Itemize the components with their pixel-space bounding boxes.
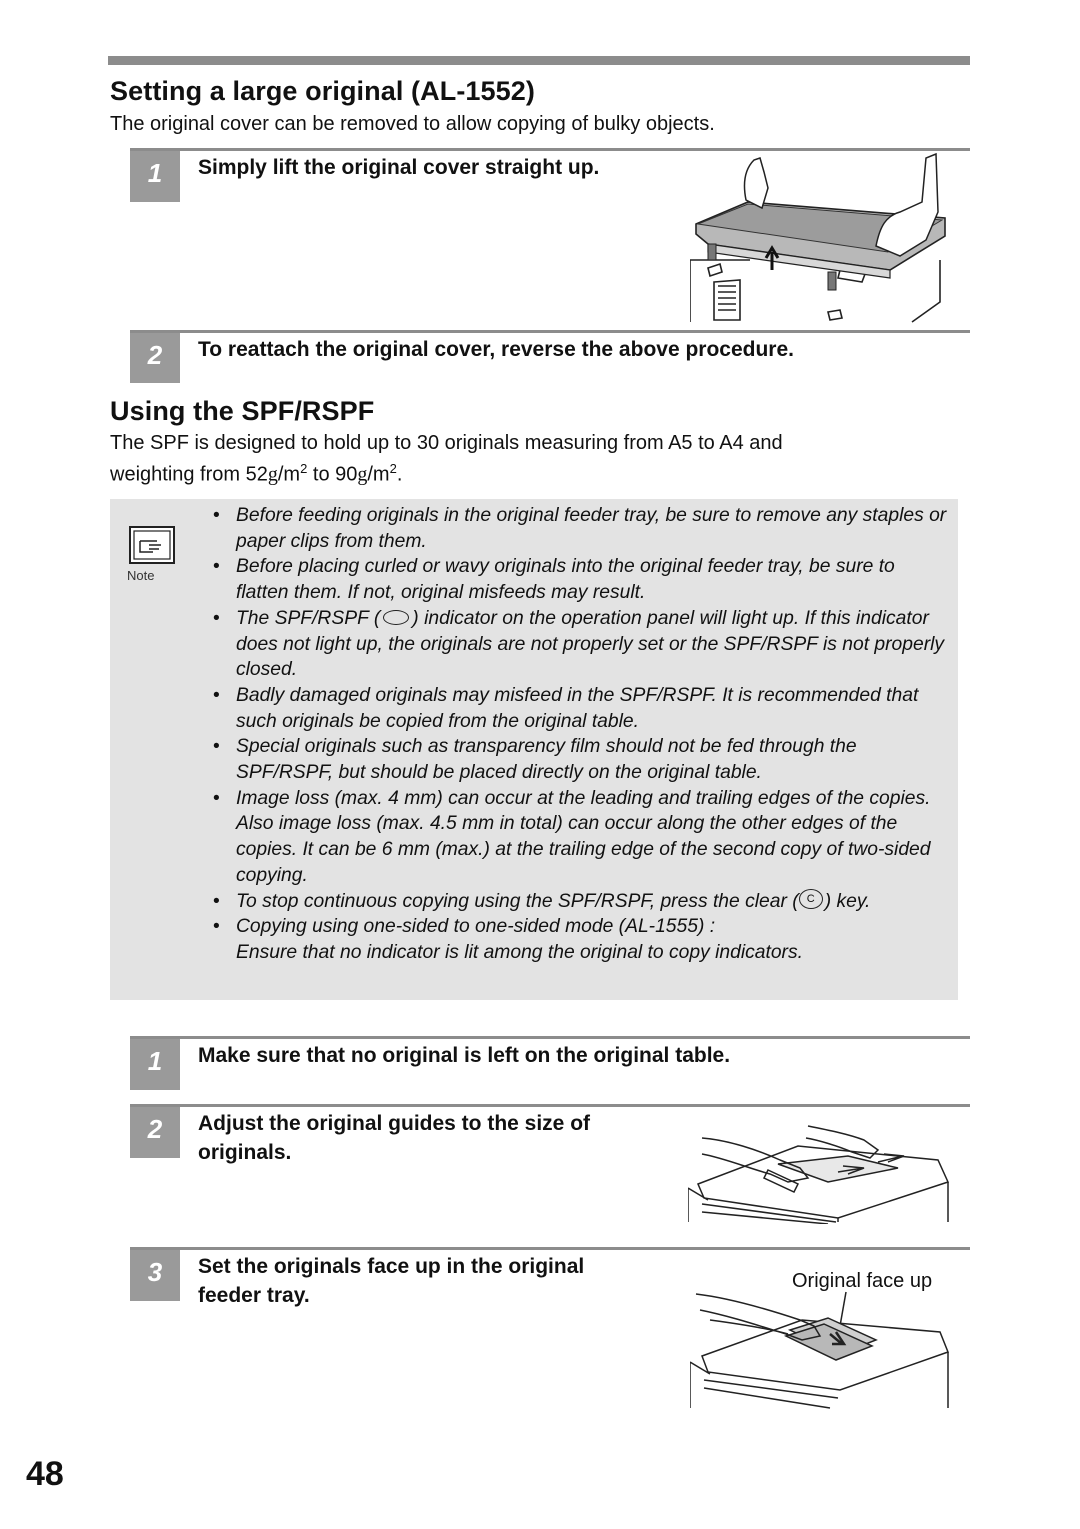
note-item bbox=[211, 914, 951, 965]
note-text: ) indicator on the operation panel will light up. If this indicator does not light up, the originals are not properly set or the SPF/RSPF is not properly closed. bbox=[236, 607, 945, 681]
step-text: Simply lift the original cover straight up. bbox=[198, 156, 600, 179]
note-item bbox=[211, 606, 951, 683]
section-title-spf: Using the SPF/RSPF bbox=[110, 396, 375, 426]
note-item bbox=[211, 889, 951, 915]
section-intro-large-original: The original cover can be removed to allow copying of bulky objects. bbox=[110, 113, 715, 135]
step-number: 2 bbox=[130, 333, 180, 383]
lift-cover-illustration bbox=[690, 152, 950, 324]
note-pointing-hand-icon bbox=[129, 526, 175, 564]
note-text: Badly damaged originals may misfeed in the SPF/RSPF. It is recommended that such originals be copied from the original table. bbox=[236, 684, 919, 732]
step-number: 3 bbox=[130, 1250, 180, 1301]
unit-g: g bbox=[267, 463, 278, 486]
figure-caption: Original face up bbox=[792, 1270, 933, 1292]
clear-key-icon: C bbox=[799, 889, 823, 909]
note-item bbox=[211, 683, 951, 734]
note-item bbox=[211, 554, 951, 605]
step-text: Adjust the original guides to the size of originals. bbox=[198, 1112, 591, 1164]
adjust-guides-illustration bbox=[688, 1122, 950, 1224]
note-item bbox=[211, 503, 951, 554]
step-text: To reattach the original cover, reverse the above procedure. bbox=[198, 338, 794, 361]
bullet: • bbox=[213, 556, 220, 578]
intro-line-2b: to 90 bbox=[307, 463, 358, 486]
step-rule bbox=[130, 1247, 970, 1250]
step-rule bbox=[130, 1104, 970, 1107]
step-rule bbox=[130, 330, 970, 333]
note-item bbox=[211, 786, 951, 889]
spf-indicator-icon bbox=[383, 610, 409, 625]
page-number: 48 bbox=[26, 1455, 64, 1493]
step-number: 2 bbox=[130, 1107, 180, 1158]
step-rule bbox=[130, 1036, 970, 1039]
note-item bbox=[211, 734, 951, 785]
intro-line-1: The SPF is designed to hold up to 30 originals measuring from A5 to A4 and bbox=[110, 432, 783, 454]
note-text: Special originals such as transparency film should not be fed through the SPF/RSPF, but should be placed directly on the original table. bbox=[236, 736, 857, 784]
set-originals-illustration bbox=[690, 1290, 952, 1410]
unit-m: /m bbox=[277, 463, 301, 486]
step-rule bbox=[130, 148, 970, 151]
step-number: 1 bbox=[130, 1039, 180, 1090]
unit-exponent: 2 bbox=[389, 461, 397, 476]
section-title-large-original: Setting a large original (AL-1552) bbox=[110, 76, 535, 106]
bullet: • bbox=[213, 890, 220, 912]
step-text: Make sure that no original is left on the original table. bbox=[198, 1044, 731, 1067]
note-label: Note bbox=[127, 568, 155, 583]
bullet: • bbox=[213, 684, 220, 706]
note-text: The SPF/RSPF ( bbox=[236, 607, 381, 629]
step-text: Set the originals face up in the original feeder tray. bbox=[198, 1255, 585, 1307]
step-number: 1 bbox=[130, 151, 180, 202]
bullet: • bbox=[213, 787, 220, 809]
bullet: • bbox=[213, 505, 220, 526]
note-text: Image loss (max. 4 mm) can occur at the leading and trailing edges of the copies. Also image loss (max. 4.5 mm in total) can occur along the other edges of the copies. It can be 6 mm (max.) at the trailing edge of the second copy of two-sided copying. bbox=[236, 787, 931, 886]
unit-m: /m bbox=[367, 463, 390, 486]
section-intro-spf bbox=[110, 430, 950, 488]
note-text: Before placing curled or wavy originals into the original feeder tray, be sure to flatten them. If not, original misfeeds may result. bbox=[236, 556, 895, 604]
bullet: • bbox=[213, 736, 220, 758]
unit-g: g bbox=[357, 463, 368, 486]
note-text: To stop continuous copying using the SPF/RSPF, press the clear ( bbox=[236, 890, 799, 912]
note-text: ) key. bbox=[824, 890, 871, 912]
note-text: Ensure that no indicator is lit among the original to copy indicators. bbox=[236, 941, 803, 963]
bullet: • bbox=[213, 916, 220, 938]
intro-line-2: weighting from 52 bbox=[110, 463, 268, 486]
note-list bbox=[211, 503, 951, 966]
note-text: Copying using one-sided to one-sided mode (AL-1555) : bbox=[236, 916, 716, 938]
top-rule bbox=[108, 56, 970, 65]
bullet: • bbox=[213, 607, 220, 629]
unit-exponent: 2 bbox=[300, 461, 308, 476]
intro-period: . bbox=[396, 463, 403, 486]
note-text: Before feeding originals in the original feeder tray, be sure to remove any staples or paper clips from them. bbox=[236, 505, 947, 552]
